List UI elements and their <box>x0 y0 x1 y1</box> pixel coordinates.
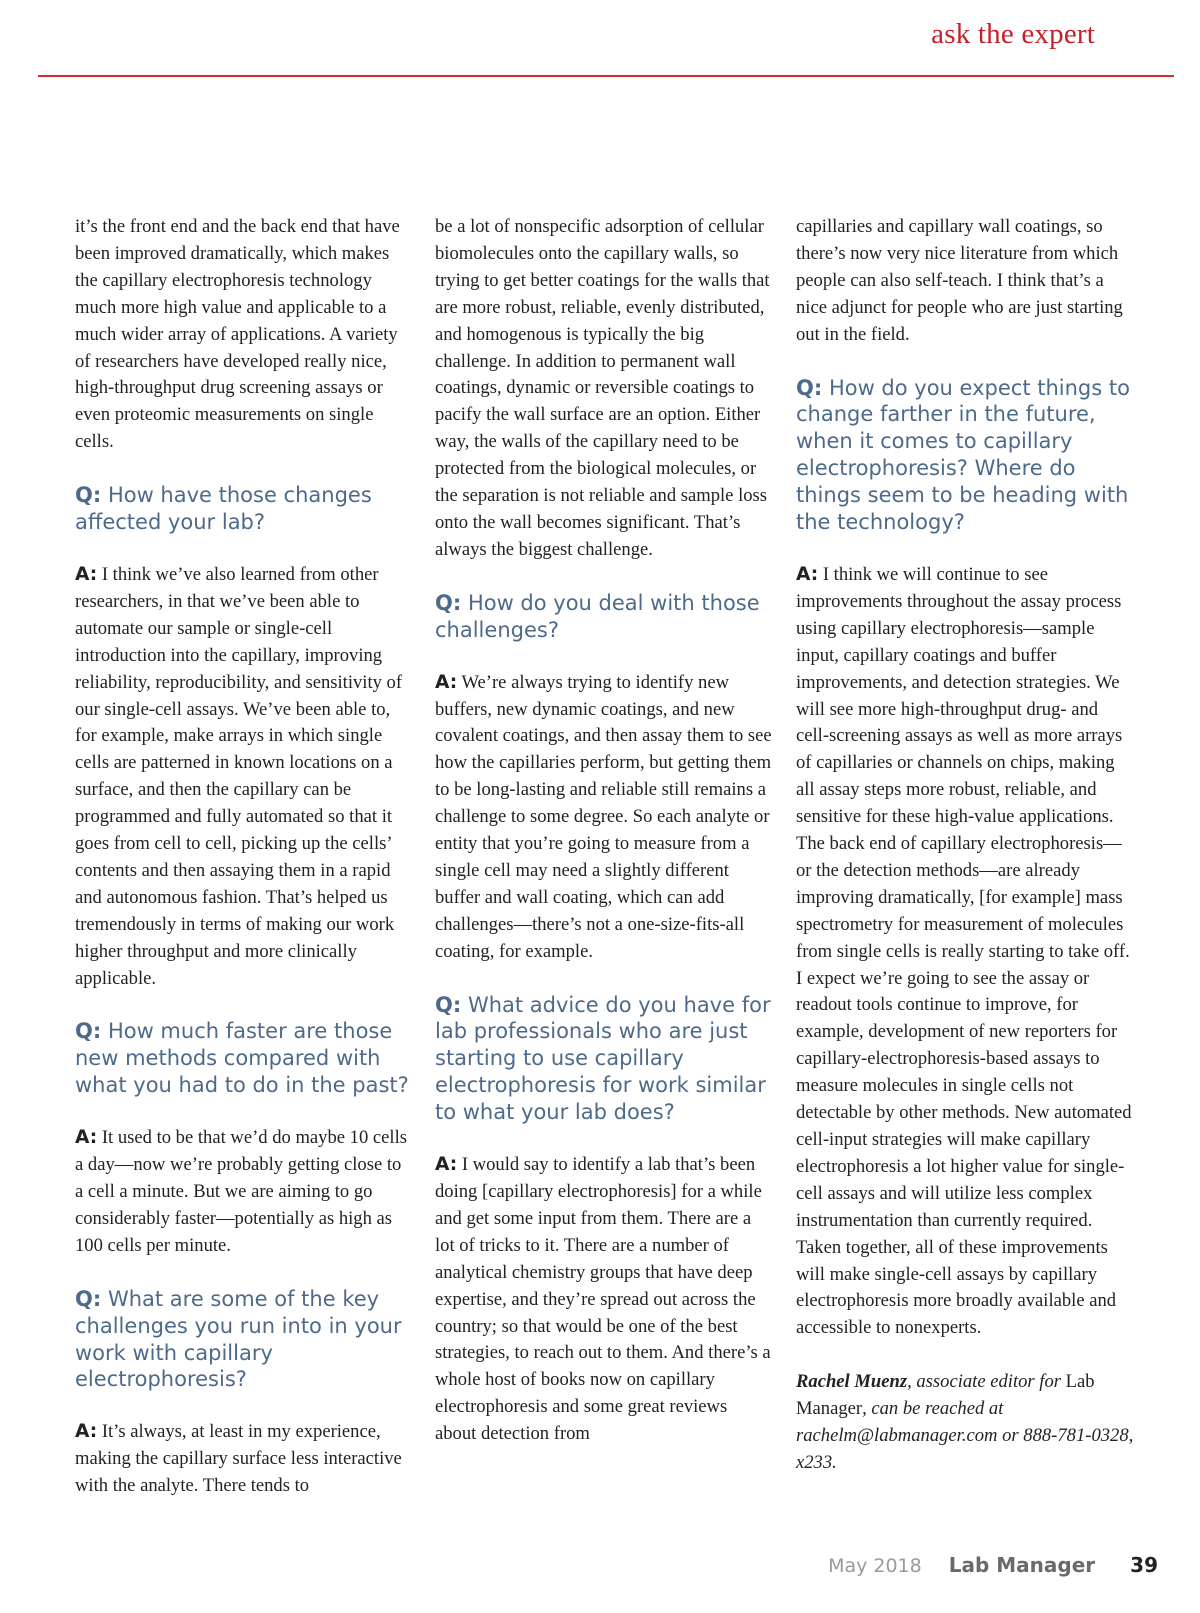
question-text: How do you deal with those challenges? <box>435 590 760 642</box>
paragraph: it’s the front end and the back end that have been improved dramatically, which makes the capillary electrophoresis technology much more high value and applicable to a much wider array of applications. A variety of researchers have developed really nice, high-throughput drug screening assays or even proteomic measurements on single cells. <box>75 216 400 453</box>
header-rule <box>38 75 1174 77</box>
question-mark: Q: <box>75 1286 102 1311</box>
question-text: What are some of the key challenges you run into in your work with capillary electrophoresis? <box>75 1286 402 1392</box>
column-1 <box>75 214 413 1500</box>
author-contact: , can be reached at rachelm@labmanager.com or 888-781-0328, x233. <box>796 1398 1134 1473</box>
author-credit <box>796 1369 1134 1477</box>
question <box>435 992 773 1127</box>
question-text: How do you expect things to change farther in the future, when it comes to capillary electrophoresis? Where do things seem to be heading with the technology? <box>796 375 1130 535</box>
question-mark: Q: <box>75 1019 102 1044</box>
question-mark: Q: <box>75 483 102 508</box>
answer <box>435 1152 773 1448</box>
publication-name: Lab Manager <box>796 1371 1095 1420</box>
question-text: How have those changes affected your lab? <box>75 483 372 535</box>
question <box>796 375 1134 536</box>
question-mark: Q: <box>435 992 462 1017</box>
answer-mark: A: <box>435 671 458 693</box>
question-mark: Q: <box>435 590 462 615</box>
answer <box>75 1419 413 1500</box>
answer-text: I think we’ve also learned from other researchers, in that we’ve been able to automate our sample or single-cell introduction into the capillary, improving reliability, reproducibility, and sensitivity of our single-cell assays. We’ve been able to, for example, make arrays in which single cells are patterned in known locations on a surface, and then the capillary can be programmed and fully automated so that it goes from cell to cell, picking up the cells’ contents and then assaying them in a rapid and autonomous fashion. That’s helped us tremendously in terms of making our work higher throughput and more clinically applicable. <box>75 563 403 989</box>
answer <box>796 562 1134 1342</box>
publication-title: Lab Manager <box>948 1553 1096 1577</box>
answer <box>75 562 413 993</box>
paragraph: capillaries and capillary wall coatings, so there’s now very nice literature from which people can also self-teach. I think that’s a nice adjunct for people who are just starting out in the field. <box>796 216 1123 345</box>
question <box>435 590 773 644</box>
author-name: Rachel Muenz <box>796 1371 908 1393</box>
question <box>75 1018 413 1099</box>
answer-text: We’re always trying to identify new buffers, new dynamic coatings, and new covalent coatings, and then assay them to see how the capillaries perform, but getting them to be long-lasting and reliable still remains a challenge to some degree. So each analyte or entity that you’re going to measure from a single cell may need a slightly different buffer and wall coating, which can add challenges—there’s not a one-size-fits-all coating, for example. <box>435 671 772 962</box>
page-number: 39 <box>1130 1553 1158 1577</box>
answer-text: I would say to identify a lab that’s been doing [capillary electrophoresis] for a while and get some input from them. There are a lot of tricks to it. There are a number of analytical chemistry groups that have deep expertise, and they’re spread out across the country; so that would be one of the best strategies, to reach out to them. And there’s a whole host of books now on capillary electrophoresis and some great reviews about detection from <box>435 1154 771 1445</box>
answer-mark: A: <box>796 563 819 585</box>
question <box>75 482 413 536</box>
question-text: How much faster are those new methods compared with what you had to do in the past? <box>75 1019 409 1098</box>
paragraph: be a lot of nonspecific adsorption of cellular biomolecules onto the capillary walls, so trying to get better coatings for the walls that are more robust, reliable, evenly distributed, and homogenous is typically the big challenge. In addition to permanent wall coatings, dynamic or reversible coatings to pacify the wall surface are an option. Either way, the walls of the capillary need to be protected from the biological molecules, or the separation is not reliable and sample loss onto the wall becomes significant. That’s always the biggest challenge. <box>435 216 770 560</box>
answer-text: It’s always, at least in my experience, making the capillary surface less interactive with the analyte. There tends to <box>75 1421 402 1497</box>
answer-text: It used to be that we’d do maybe 10 cells a day—now we’re probably getting close to a cell a minute. But we are aiming to go considerably faster—potentially as high as 100 cells per minute. <box>75 1127 407 1256</box>
answer-mark: A: <box>75 1127 98 1149</box>
question <box>75 1286 413 1394</box>
author-role: , associate editor for <box>907 1371 1066 1393</box>
answer-mark: A: <box>435 1154 458 1176</box>
column-2 <box>435 214 773 1448</box>
question-text: What advice do you have for lab professionals who are just starting to use capillary electrophoresis for work similar to what your lab does? <box>435 992 771 1125</box>
answer-mark: A: <box>75 1421 98 1443</box>
column-3 <box>796 214 1134 1477</box>
article-body <box>75 214 1135 1514</box>
answer-mark: A: <box>75 563 98 585</box>
answer-text: I think we will continue to see improvements throughout the assay process using capillary electrophoresis—sample input, capillary coatings and buffer improvements, and detection strategies. We will see more high-throughput drug- and cell-screening assays as well as more arrays of capillaries or channels on chips, making all assay steps more robust, reliable, and sensitive for these high-value applications. The back end of capillary electrophoresis—or the detection methods—are already improving dramatically, [for example] mass spectrometry for measurement of molecules from single cells is really starting to take off. I expect we’re going to see the assay or readout tools continue to improve, for example, development of new reporters for capillary-electrophoresis-based assays to measure molecules in single cells not detectable by other methods. New automated cell-input strategies will make capillary electrophoresis a lot higher value for single-cell assays and will utilize less complex instrumentation than currently required. Taken together, all of these improvements will make single-cell assays by capillary electrophoresis more broadly available and accessible to nonexperts. <box>796 563 1132 1339</box>
page-footer <box>828 1553 1158 1578</box>
answer <box>435 670 773 966</box>
question-mark: Q: <box>796 375 823 400</box>
answer <box>75 1125 413 1260</box>
section-label: ask the expert <box>931 18 1095 50</box>
issue-date: May 2018 <box>828 1555 922 1577</box>
